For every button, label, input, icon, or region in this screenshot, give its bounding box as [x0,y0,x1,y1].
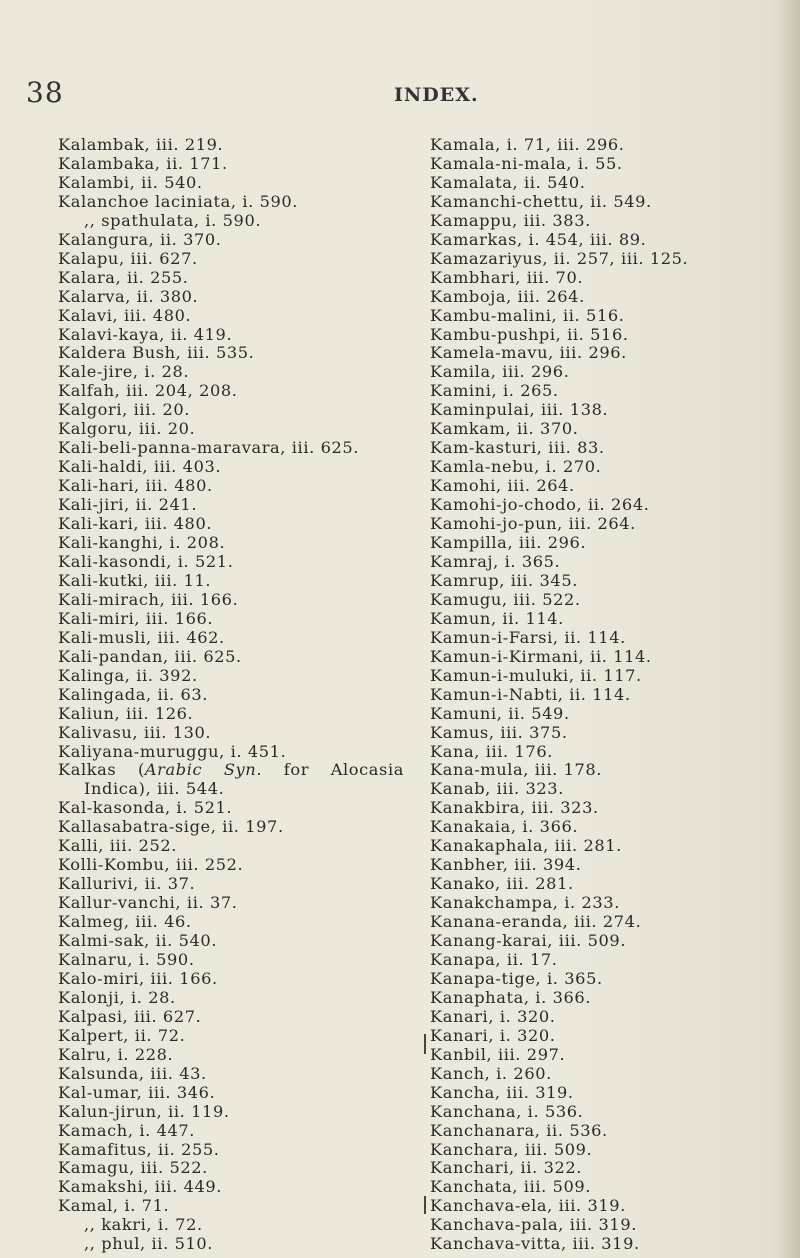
index-entry: Kanbil, iii. 297. [430,1044,566,1064]
index-entry: Kampilla, iii. 296. [430,533,587,553]
index-column-left [58,136,408,1254]
index-entry: Kalara, ii. 255. [58,267,189,287]
index-entry: Kali-kasondi, i. 521. [58,551,234,571]
index-entry: Kalgoru, iii. 20. [58,419,196,439]
index-entry: Kamla-nebu, i. 270. [430,457,602,477]
index-entry: Kanana-eranda, iii. 274. [430,912,642,932]
index-entry: Kamohi-jo-pun, iii. 264. [430,514,636,534]
index-entry: Kanapa, ii. 17. [430,949,558,969]
index-entry: Kalingada, ii. 63. [58,684,209,704]
index-entry: Kancha, iii. 319. [430,1082,574,1102]
index-entry: Kamohi, iii. 264. [430,476,575,496]
index-entry: Kamafitus, ii. 255. [58,1139,220,1159]
index-entry: Kalambi, ii. 540. [58,172,203,192]
index-entry: Kalpasi, iii. 627. [58,1006,202,1026]
index-entry: Kalanchoe laciniata, i. 590. [58,191,299,211]
index-entry: Kamun-i-Nabti, ii. 114. [430,684,631,704]
index-entry: Kali-kanghi, i. 208. [58,533,226,553]
index-entry: Kamal, i. 71. [58,1196,170,1216]
index-entry: Kanaphata, i. 366. [430,987,592,1007]
index-entry: Kal-umar, iii. 346. [58,1082,216,1102]
index-entry: Kamun-i-muluki, ii. 117. [430,665,642,685]
index-entry: Kali-beli-panna-maravara, iii. 625. [58,438,360,458]
index-entry: Kamohi-jo-chodo, ii. 264. [430,495,650,515]
index-entry: ,, spathulata, i. 590. [84,210,262,230]
index-entry: Kambu-pushpi, ii. 516. [430,324,629,344]
index-entry: ,, kakri, i. 72. [84,1215,203,1235]
index-entry: Kanchanara, ii. 536. [430,1120,608,1140]
index-entry: Kamila, iii. 296. [430,362,570,382]
index-entry: Kanako, iii. 281. [430,874,574,894]
index-entry: Kamus, iii. 375. [430,722,568,742]
index-entry: Kamagu, iii. 522. [58,1158,208,1178]
index-entry: Kalpert, ii. 72. [58,1025,186,1045]
index-entry: Kamun, ii. 114. [430,608,564,628]
index-entry: Kamun-i-Farsi, ii. 114. [430,627,626,647]
index-entry: Kamun-i-Kirmani, ii. 114. [430,646,652,666]
index-entry: Kamanchi-chettu, ii. 549. [430,191,652,211]
index-entry: Kaldera Bush, iii. 535. [58,343,255,363]
index-entry: Kallur-vanchi, ii. 37. [58,893,238,913]
index-entry: Kalli, iii. 252. [58,836,178,856]
running-head: INDEX. [394,84,479,106]
index-entry: Kalambak, iii. 219. [58,135,224,154]
index-entry: Kanakaphala, iii. 281. [430,836,622,856]
index-entry: Kalgori, iii. 20. [58,400,191,420]
index-entry: Kalavi, iii. 480. [58,305,192,325]
index-entry: Kamrup, iii. 345. [430,570,578,590]
index-entry: Kanchava-pala, iii. 319. [430,1215,637,1235]
column-rule-segment [424,1034,426,1054]
index-entry: Kale-jire, i. 28. [58,362,190,382]
index-entry: Kamalata, ii. 540. [430,172,586,192]
index-entry: Kali-haldi, iii. 403. [58,457,222,477]
index-entry: Kalmi-sak, ii. 540. [58,931,218,951]
index-entry: Kamela-mavu, iii. 296. [430,343,627,363]
index-entry: Kanbher, iii. 394. [430,855,582,875]
index-entry: Kanakaia, i. 366. [430,817,579,837]
index-entry: Kali-hari, iii. 480. [58,476,213,496]
index-entry: Kolli-Kombu, iii. 252. [58,855,244,875]
index-entry: Kamuni, ii. 549. [430,703,570,723]
index-entry: Kanchata, iii. 509. [430,1177,592,1197]
index-entry: Kamboja, iii. 264. [430,286,585,306]
index-entry: Kal-kasonda, i. 521. [58,798,233,818]
index-entry: Kambhari, iii. 70. [430,267,584,287]
index-entry: Kanari, i. 320. [430,1006,556,1026]
column-rule-segment [424,1196,426,1214]
index-entry: Kam-kasturi, iii. 83. [430,438,605,458]
index-entry: Kalo-miri, iii. 166. [58,968,218,988]
index-entry: Kalmeg, iii. 46. [58,912,192,932]
index-entry: ,, phul, ii. 510. [84,1234,214,1254]
index-entry: Kalsunda, iii. 43. [58,1063,207,1083]
index-entry: Kalinga, ii. 392. [58,665,198,685]
index-entry: Kanchava-vitta, iii. 319. [430,1234,640,1254]
index-entry: Kalavi-kaya, ii. 419. [58,324,233,344]
index-entry: Kalru, i. 228. [58,1044,174,1064]
index-entry: Kambu-malini, ii. 516. [430,305,625,325]
index-entry: Kanchari, ii. 322. [430,1158,583,1178]
index-entry: Kalambaka, ii. 171. [58,153,228,173]
index-entry: Kanapa-tige, i. 365. [430,968,603,988]
index-entry: Kalapu, iii. 627. [58,248,198,268]
index-entry: Kali-jiri, ii. 241. [58,495,198,515]
index-entry: Kana, iii. 176. [430,741,553,761]
index-entry: Kalkas (Arabic Syn. for Alocasia [58,760,404,780]
index-entry: Kalun-jirun, ii. 119. [58,1101,230,1121]
index-entry: Kanari, i. 320. [430,1025,556,1045]
index-entry: Kallasabatra-sige, ii. 197. [58,817,284,837]
index-entry: Kamala, i. 71, iii. 296. [430,135,625,154]
index-entry: Kali-pandan, iii. 625. [58,646,242,666]
index-entry: Kanchava-ela, iii. 319. [430,1196,626,1216]
index-entry: Kamala-ni-mala, i. 55. [430,153,623,173]
index-entry: Kalonji, i. 28. [58,987,176,1007]
index-entry: Kallurivi, ii. 37. [58,874,196,894]
index-entry: Kanakbira, iii. 323. [430,798,599,818]
index-entry: Kalangura, ii. 370. [58,229,222,249]
index-entry: Indica), iii. 544. [84,779,225,799]
index-entry: Kalnaru, i. 590. [58,949,195,969]
index-entry: Kaliyana-muruggu, i. 451. [58,741,287,761]
index-entry: Kamugu, iii. 522. [430,589,581,609]
index-entry: Kamazariyus, ii. 257, iii. 125. [430,248,689,268]
index-entry: Kamarkas, i. 454, iii. 89. [430,229,647,249]
index-entry: Kamkam, ii. 370. [430,419,579,439]
index-entry: Kamach, i. 447. [58,1120,196,1140]
index-entry: Kanakchampa, i. 233. [430,893,620,913]
index-entry: Kaliun, iii. 126. [58,703,194,723]
index-entry: Kanang-karai, iii. 509. [430,931,627,951]
index-entry: Kali-musli, iii. 462. [58,627,225,647]
index-entry: Kanchana, i. 536. [430,1101,584,1121]
index-entry: Kanab, iii. 323. [430,779,564,799]
index-entry: Kana-mula, iii. 178. [430,760,603,780]
index-entry: Kanch, i. 260. [430,1063,552,1083]
index-entry: Kali-kari, iii. 480. [58,514,213,534]
page-number: 38 [26,76,64,109]
index-entry: Kamraj, i. 365. [430,551,561,571]
index-entry: Kali-mirach, iii. 166. [58,589,239,609]
index-entry: Kalarva, ii. 380. [58,286,199,306]
index-entry: Kalivasu, iii. 130. [58,722,212,742]
index-entry: Kamini, i. 265. [430,381,559,401]
index-entry: Kali-miri, iii. 166. [58,608,214,628]
index-entry: Kamakshi, iii. 449. [58,1177,223,1197]
index-entry: Kanchara, iii. 509. [430,1139,593,1159]
index-entry: Kamappu, iii. 383. [430,210,591,230]
index-entry: Kali-kutki, iii. 11. [58,570,212,590]
index-entry: Kalfah, iii. 204, 208. [58,381,238,401]
index-column-right [430,136,790,1254]
index-entry: Kaminpulai, iii. 138. [430,400,609,420]
